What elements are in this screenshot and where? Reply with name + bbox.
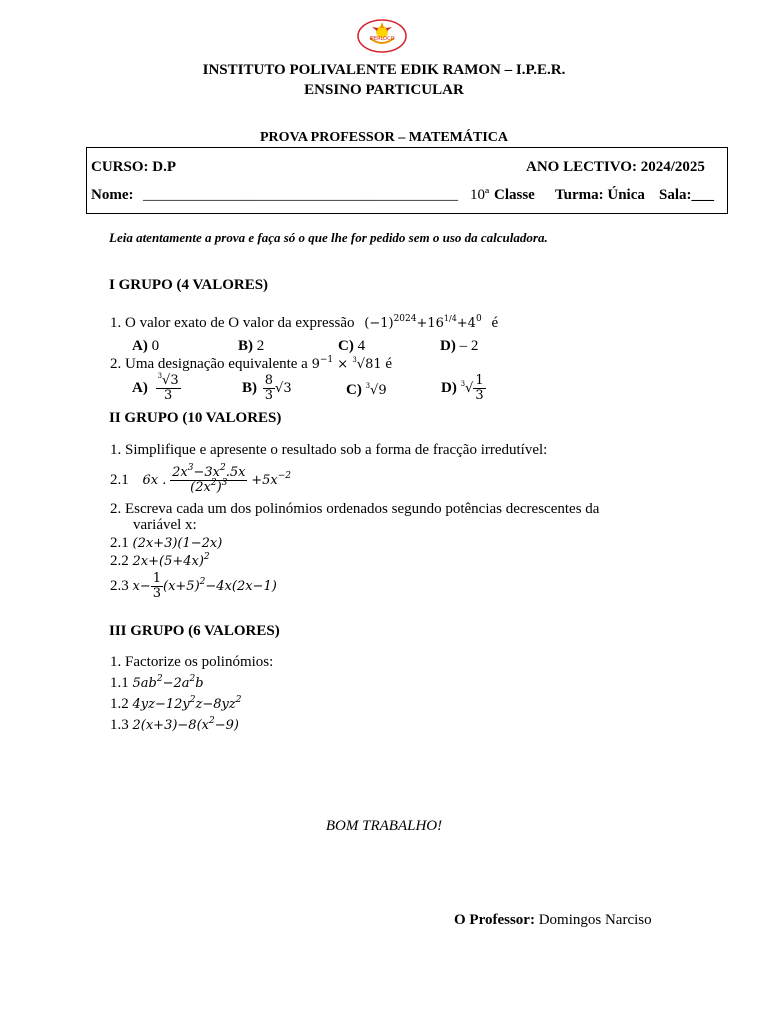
institution-name: INSTITUTO POLIVALENTE EDIK RAMON – I.P.E.R. [202, 62, 566, 78]
group2-question1: 1. Simplifique e apresente o resultado sob a forma de fracção irredutível: [110, 442, 548, 458]
group2-item-2-2: 2.2 $2x+(5+4x)^2$ [110, 552, 210, 569]
question2-end: é [385, 356, 393, 372]
question1-end: é [491, 315, 499, 331]
classe-label: Classe [494, 187, 535, 203]
group2-item-2-3: 2.3 x− $\frac{1}{3}$ $(x+5)^2-4x(2x-1)$ [110, 571, 277, 601]
group2-item-2-1: 2.1 6x . $\frac{2x^3-3x^2.5x}{(2x^2)^3}$ $+5x^{-2}$ [110, 463, 291, 496]
question1-expression: $(-1)^{2024}+16^{1/4}+4^0$ [364, 314, 482, 331]
q1-option-a[interactable]: A) 0 [132, 338, 160, 354]
group2-item-2-1b: 2.1 (2x+3)(1−2x) [110, 535, 223, 551]
group1-question2 [110, 356, 392, 373]
group2-title: II GRUPO (10 VALORES) [109, 410, 282, 426]
nome-field[interactable]: __________________________________________ [143, 187, 458, 203]
school-logo [356, 18, 408, 54]
turma-label: Turma: Única [555, 187, 645, 203]
group1-title: I GRUPO (4 VALORES) [109, 277, 269, 293]
q1-option-d[interactable]: D) – 2 [440, 338, 479, 354]
group3-item-1-3: 1.3 $2(x+3)-8(x^2-9)$ [110, 716, 239, 733]
instructions: Leia atentamente a prova e faça só o que lhe for pedido sem o uso da calculadora. [109, 230, 548, 245]
question2-text: 2. Uma designação equivalente a [110, 356, 308, 372]
classe-number: 10ª [470, 187, 490, 203]
sala-field[interactable]: Sala:___ [659, 187, 715, 203]
nome-label: Nome: [91, 187, 134, 203]
group1-question1 [110, 315, 498, 332]
q2-option-d[interactable]: D) $^3$√ $\frac{1}{3}$ [441, 373, 484, 403]
group2-question2: 2. Escreva cada um dos polinómios ordenados segundo potências decrescentes da [110, 501, 600, 517]
logo-text: IPERLOCO [369, 36, 395, 42]
group3-question1: 1. Factorize os polinómios: [110, 654, 274, 670]
question2-expression: $9^{-1} \times ^3√81$ [311, 355, 382, 372]
q2-option-c[interactable]: C) $^3$√9 [346, 382, 387, 398]
exam-title: PROVA PROFESSOR – MATEMÁTICA [259, 130, 508, 145]
group3-item-1-2: 1.2 $4yz-12y^2z-8yz^2$ [110, 695, 242, 712]
group3-title: III GRUPO (6 VALORES) [109, 623, 280, 639]
q1-option-c[interactable]: C) 4 [338, 338, 366, 354]
signature-label: O Professor: [454, 912, 535, 928]
ano-lectivo-label: ANO LECTIVO: 2024/2025 [526, 159, 705, 175]
closing-message: BOM TRABALHO! [325, 818, 443, 834]
q1-option-b[interactable]: B) 2 [238, 338, 265, 354]
question1-text: 1. O valor exato de O valor da expressão [110, 315, 355, 331]
signature-name: Domingos Narciso [538, 912, 652, 928]
signature [454, 912, 652, 929]
group2-question2-cont: variável x: [133, 517, 197, 533]
q2-option-b[interactable]: B) $\frac{8}{3}$ √3 [242, 373, 292, 403]
curso-label: CURSO: D.P [91, 159, 176, 175]
q2-option-a[interactable]: A) $\frac{^3√3}{3}$ [132, 372, 179, 403]
school-type: ENSINO PARTICULAR [304, 82, 464, 98]
group3-item-1-1: 1.1 $5ab^2-2a^2b$ [110, 674, 204, 691]
